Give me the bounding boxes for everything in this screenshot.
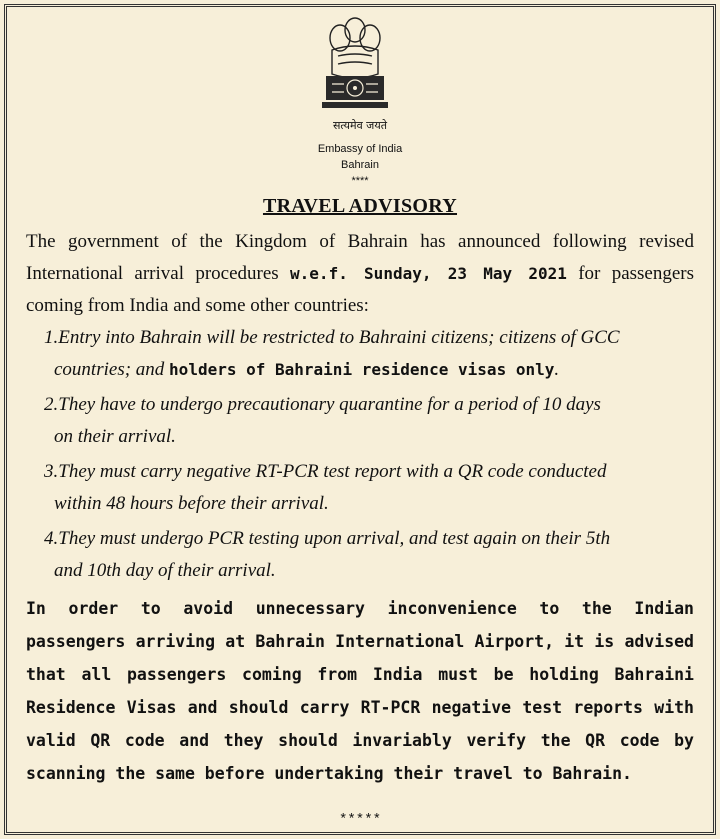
embassy-line-2: Bahrain [341, 159, 379, 171]
list-item-line1: They have to undergo precautionary quarantine for a period of 10 days [58, 394, 601, 415]
list-item [44, 456, 696, 520]
list-item-line2: within 48 hours before their arrival. [54, 493, 329, 514]
list-item [44, 523, 696, 587]
intro-text-after: for passengers coming from India and some other countries: [26, 263, 695, 316]
intro-effective-date: w.e.f. Sunday, 23 May 2021 [290, 264, 567, 283]
national-emblem-icon [318, 12, 392, 120]
list-item-number: 1. [44, 327, 59, 348]
embassy-line-1: Embassy of India [317, 143, 403, 155]
document-title: TRAVEL ADVISORY [262, 195, 458, 217]
arrival-procedures-list [44, 322, 696, 590]
embassy-name [0, 141, 720, 189]
list-item-line1: Entry into Bahrain will be restricted to Bahraini citizens; citizens of GCC [58, 327, 620, 348]
advisory-note: In order to avoid unnecessary inconvenience to the Indian passengers arriving at Bahrain International Airport, it is advised that all passengers coming from India must be holding Bahraini Residence Visas and should carry RT-PCR negative test reports with valid QR code and they should invariably verify the QR code by scanning the same before undertaking their travel to Bahrain. [26, 599, 694, 783]
list-item-line2: and 10th day of their arrival. [54, 560, 276, 581]
header-separator: **** [351, 175, 369, 187]
list-item-line2-after: . [554, 359, 560, 380]
intro-paragraph [26, 226, 694, 322]
list-item-line2-before: countries; and [54, 359, 170, 380]
footer-stars: ***** [338, 812, 381, 828]
list-item-line2-bold: holders of Bahraini residence visas only [169, 360, 555, 379]
list-item-line1: They must undergo PCR testing upon arrival, and test again on their 5th [58, 528, 611, 549]
intro-text-before: The government of the Kingdom of Bahrain has announced following revised International arrival procedures [26, 231, 694, 284]
list-item [44, 322, 696, 386]
list-item-line1: They must carry negative RT-PCR test report with a QR code conducted [58, 461, 607, 482]
emblem-motto: सत्यमेव जयते [332, 119, 387, 132]
list-item-number: 2. [44, 394, 59, 415]
list-item-line2: on their arrival. [54, 426, 176, 447]
list-item [44, 389, 696, 453]
list-item-number: 3. [44, 461, 59, 482]
list-item-number: 4. [44, 528, 59, 549]
